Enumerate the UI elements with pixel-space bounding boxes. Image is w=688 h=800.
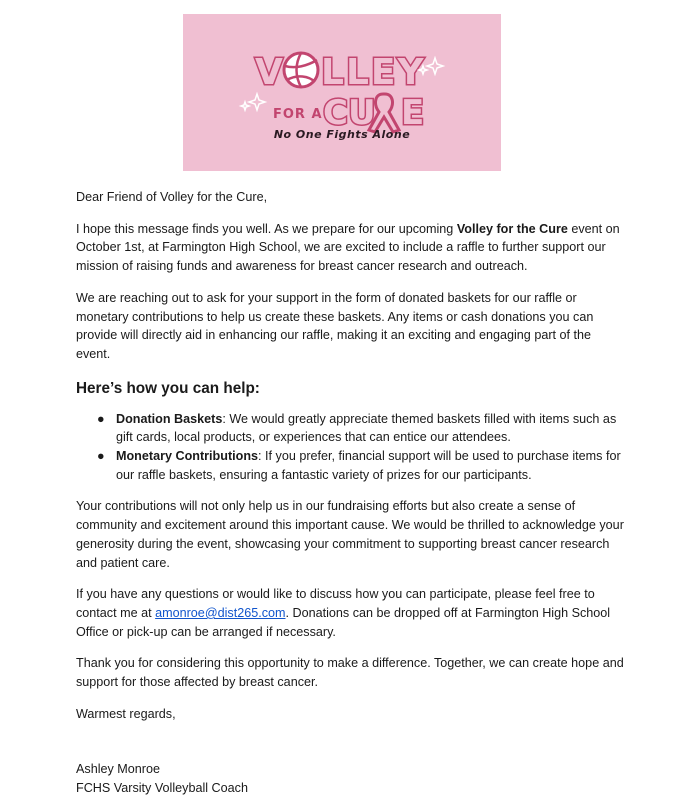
svg-text:V: V [255,52,283,93]
intro-text-b: event on October 1st, at Farmington High School, we are excited to include a raffle to further support our mission of raising funds and awareness for breast cancer research and outreach. [76,221,620,274]
event-name-bold: Volley for the Cure [456,221,568,236]
thanks-paragraph: Thank you for considering this opportunity to make a difference. Together, we can create hope and support for those affected by breast cancer. [76,656,624,690]
list-item [97,447,624,484]
request-paragraph: We are reaching out to ask for your support in the form of donated baskets for our raffle or monetary contributions to help us create these baskets. Any items or cash donations you can provide will directly aid in enhancing our raffle, making it an exciting and engaging part of the event. [76,290,594,361]
signature-name: Ashley Monroe [76,762,160,776]
event-banner [183,14,501,171]
volley-for-a-cure-logo [183,14,501,171]
closing: Warmest regards, [76,706,176,721]
volleyball-icon [284,53,318,87]
intro-text-a: I hope this message finds you well. As we prepare for our upcoming [76,221,457,236]
email-link[interactable]: amonroe@dist265.com [155,605,286,620]
svg-text:LLEY: LLEY [321,52,426,93]
help-heading: Here’s how you can help: [76,379,260,397]
signature-block [76,760,248,797]
signature-title: FCHS Varsity Volleyball Coach [76,780,248,795]
help-list [76,410,624,485]
list-item-title: Monetary Contributions [116,449,259,464]
bullet-icon: ● [97,411,105,426]
svg-text:FOR A: FOR A [273,107,323,122]
svg-text:CU: CU [323,93,376,133]
contact-paragraph [76,585,624,641]
letter-body [76,188,624,723]
list-item-text: : If you prefer, financial support will be used to purchase items for our raffle baskets, ensuring a fantastic variety of prizes for our participants. [116,449,621,482]
svg-text:E: E [401,93,425,133]
contributions-paragraph: Your contributions will not only help us in our fundraising efforts but also create a sense of community and excitement around this important cause. We would be thrilled to acknowledge your generosity during the event, showcasing your commitment to supporting breast cancer research and patient care. [76,499,624,570]
bullet-icon: ● [97,449,105,464]
contact-text-b: . Donations can be dropped off at Farmington High School Office or pick-up can be arranged if necessary. [76,605,611,639]
contact-text-a: If you have any questions or would like to discuss how you can participate, please feel free to contact me at [76,587,595,620]
intro-paragraph [76,220,624,276]
list-item-title: Donation Baskets [116,411,223,426]
banner-tagline: No One Fights Alone [273,128,411,141]
greeting: Dear Friend of Volley for the Cure, [76,190,268,204]
list-item-text: : We would greatly appreciate themed baskets filled with items such as gift cards, local products, or experiences that can entice our attendees. [116,411,617,445]
list-item [97,410,624,447]
